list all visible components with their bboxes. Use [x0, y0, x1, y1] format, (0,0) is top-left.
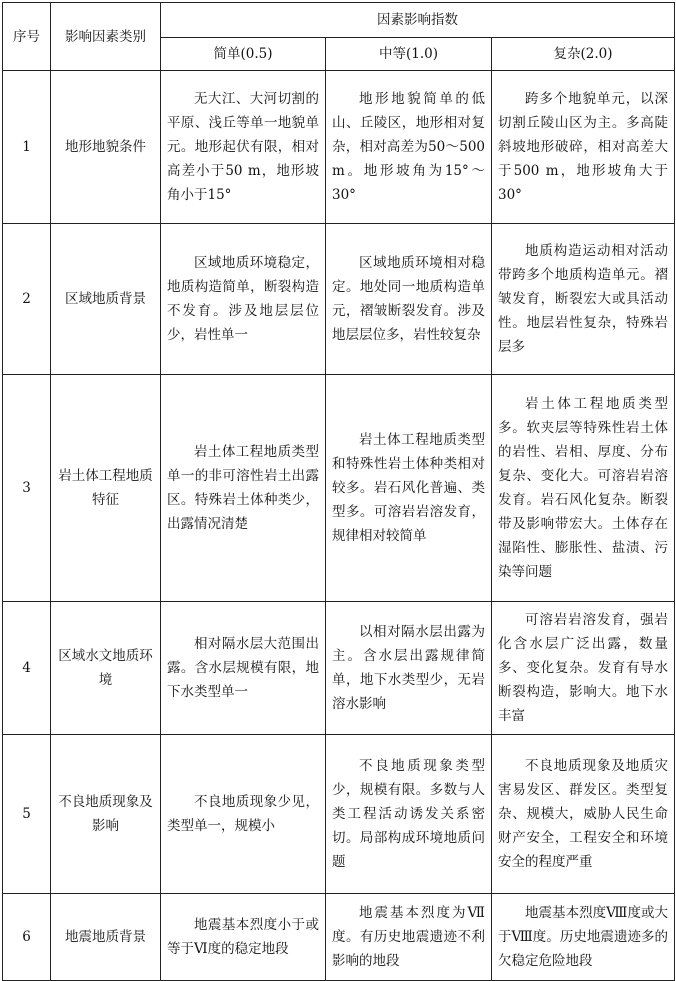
table-row	[3, 375, 675, 602]
row-category: 不良地质现象及影响	[51, 735, 161, 894]
row-number: 2	[3, 224, 51, 375]
cell-medium: 岩土体工程地质类型和特殊性岩土体种类相对较多。岩石风化普遍、类型多。可溶岩岩溶发育，规律相对较简单	[326, 375, 492, 602]
row-number: 3	[3, 375, 51, 602]
row-number: 6	[3, 894, 51, 981]
row-number: 4	[3, 602, 51, 735]
row-category: 岩土体工程地质特征	[51, 375, 161, 602]
header-simple: 简单(0.5)	[161, 38, 326, 71]
header-complex: 复杂(2.0)	[492, 38, 675, 71]
row-category: 区域地质背景	[51, 224, 161, 375]
cell-complex: 地震基本烈度Ⅷ度或大于Ⅷ度。历史地震遗迹多的欠稳定危险地段	[492, 894, 675, 981]
cell-complex: 可溶岩岩溶发育，强岩化含水层广泛出露，数量多、变化复杂。发育有导水断裂构造，影响大。地下水丰富	[492, 602, 675, 735]
row-category: 地形地貌条件	[51, 71, 161, 224]
cell-complex: 跨多个地貌单元，以深切割丘陵山区为主。多高陡斜坡地形破碎，相对高差大于500 m，地形坡角大于30°	[492, 71, 675, 224]
header-medium: 中等(1.0)	[326, 38, 492, 71]
cell-simple: 不良地质现象少见，类型单一，规模小	[161, 735, 326, 894]
header-category: 影响因素类别	[51, 3, 161, 71]
header-row-1	[3, 3, 675, 38]
row-number: 1	[3, 71, 51, 224]
row-number: 5	[3, 735, 51, 894]
cell-simple: 相对隔水层大范围出露。含水层规模有限，地下水类型单一	[161, 602, 326, 735]
header-seq: 序号	[3, 3, 51, 71]
header-index-group: 因素影响指数	[161, 3, 675, 38]
cell-simple: 无大江、大河切割的平原、浅丘等单一地貌单元。地形起伏有限，相对高差小于50 m，地形坡角小于15°	[161, 71, 326, 224]
cell-simple: 岩土体工程地质类型单一的非可溶性岩土出露区。特殊岩土体种类少，出露情况清楚	[161, 375, 326, 602]
row-category: 地震地质背景	[51, 894, 161, 981]
cell-medium: 区域地质环境相对稳定。地处同一地质构造单元，褶皱断裂发育。涉及地层层位多，岩性较复杂	[326, 224, 492, 375]
table-row	[3, 894, 675, 981]
cell-medium: 不良地质现象类型少，规模有限。多数与人类工程活动诱发关系密切。局部构成环境地质问题	[326, 735, 492, 894]
cell-medium: 地形地貌简单的低山、丘陵区，地形相对复杂，相对高差为50～500 m。地形坡角为15°～30°	[326, 71, 492, 224]
cell-simple: 区域地质环境稳定，地质构造简单，断裂构造不发育。涉及地层层位少，岩性单一	[161, 224, 326, 375]
row-category: 区域水文地质环境	[51, 602, 161, 735]
cell-complex: 不良地质现象及地质灾害易发区、群发区。类型复杂、规模大，威胁人民生命财产安全，工程安全和环境安全的程度严重	[492, 735, 675, 894]
factor-table	[2, 2, 675, 981]
table-row	[3, 224, 675, 375]
cell-medium: 地震基本烈度为Ⅶ度。有历史地震遗迹不利影响的地段	[326, 894, 492, 981]
table-row	[3, 735, 675, 894]
cell-simple: 地震基本烈度小于或等于Ⅵ度的稳定地段	[161, 894, 326, 981]
table-row	[3, 602, 675, 735]
cell-complex: 地质构造运动相对活动带跨多个地质构造单元。褶皱发育，断裂宏大或具活动性。地层岩性复杂，特殊岩层多	[492, 224, 675, 375]
table-container	[2, 2, 674, 981]
cell-medium: 以相对隔水层出露为主。含水层出露规律简单，地下水类型少，无岩溶水影响	[326, 602, 492, 735]
cell-complex: 岩土体工程地质类型多。软夹层等特殊性岩土体的岩性、岩相、厚度、分布复杂、变化大。可溶岩岩溶发育。岩石风化复杂。断裂带及影响带宏大。土体存在湿陷性、膨胀性、盐渍、污染等问题	[492, 375, 675, 602]
table-row	[3, 71, 675, 224]
